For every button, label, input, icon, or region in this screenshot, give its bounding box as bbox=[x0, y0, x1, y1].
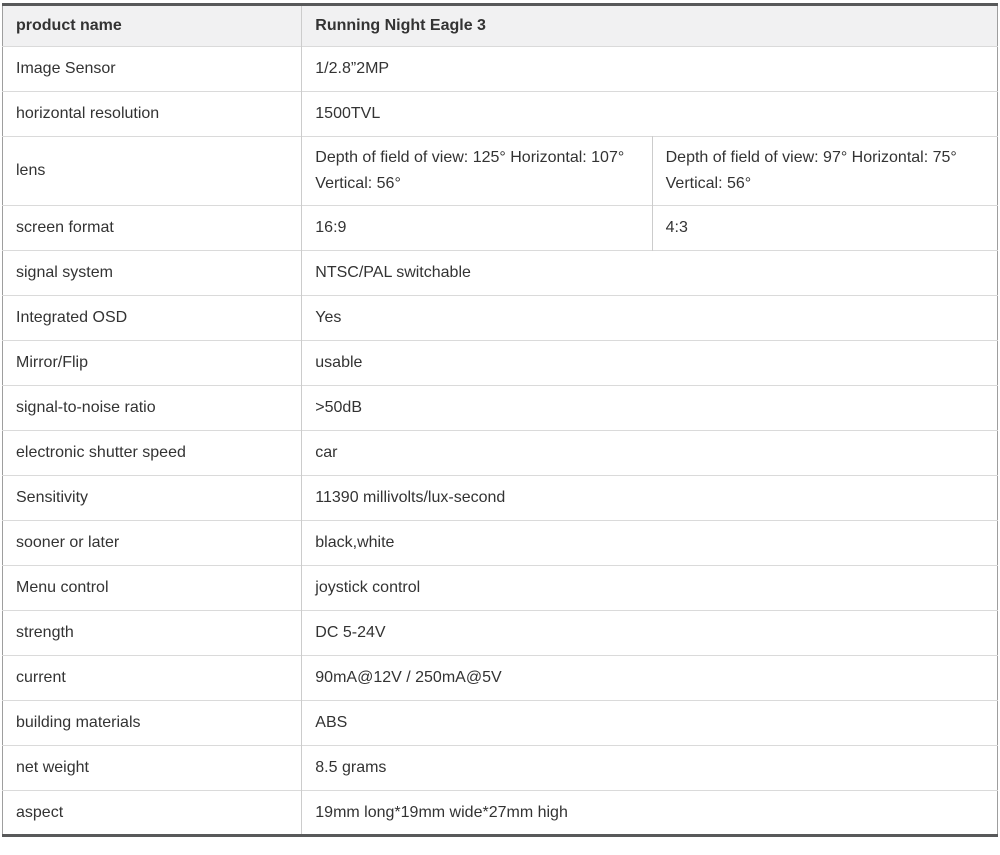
table-row bbox=[3, 296, 998, 341]
table-row bbox=[3, 656, 998, 701]
table-row bbox=[3, 476, 998, 521]
spec-label: aspect bbox=[3, 791, 302, 836]
spec-value: NTSC/PAL switchable bbox=[302, 251, 998, 296]
spec-value: usable bbox=[302, 341, 998, 386]
table-row bbox=[3, 386, 998, 431]
spec-value: >50dB bbox=[302, 386, 998, 431]
spec-label: Mirror/Flip bbox=[3, 341, 302, 386]
spec-value: ABS bbox=[302, 701, 998, 746]
spec-label: current bbox=[3, 656, 302, 701]
spec-label: signal-to-noise ratio bbox=[3, 386, 302, 431]
table-row bbox=[3, 431, 998, 476]
table-row bbox=[3, 251, 998, 296]
table-row bbox=[3, 701, 998, 746]
spec-label: strength bbox=[3, 611, 302, 656]
product-spec-table bbox=[2, 3, 998, 837]
table-row bbox=[3, 341, 998, 386]
spec-label: sooner or later bbox=[3, 521, 302, 566]
spec-value: Depth of field of view: 97° Horizontal: 75° Vertical: 56° bbox=[652, 137, 997, 206]
table-row bbox=[3, 206, 998, 251]
spec-value: Depth of field of view: 125° Horizontal: 107° Vertical: 56° bbox=[302, 137, 652, 206]
spec-value: 19mm long*19mm wide*27mm high bbox=[302, 791, 998, 836]
spec-value: joystick control bbox=[302, 566, 998, 611]
spec-value: 90mA@12V / 250mA@5V bbox=[302, 656, 998, 701]
spec-label: lens bbox=[3, 137, 302, 206]
spec-label: horizontal resolution bbox=[3, 92, 302, 137]
spec-label: signal system bbox=[3, 251, 302, 296]
spec-value: black,white bbox=[302, 521, 998, 566]
table-row bbox=[3, 521, 998, 566]
spec-value: DC 5-24V bbox=[302, 611, 998, 656]
spec-label: Menu control bbox=[3, 566, 302, 611]
spec-value: 11390 millivolts/lux-second bbox=[302, 476, 998, 521]
table-row bbox=[3, 566, 998, 611]
spec-value: 8.5 grams bbox=[302, 746, 998, 791]
spec-label: net weight bbox=[3, 746, 302, 791]
table-header-row bbox=[3, 5, 998, 47]
spec-label: Integrated OSD bbox=[3, 296, 302, 341]
spec-value: Yes bbox=[302, 296, 998, 341]
header-product-name: Running Night Eagle 3 bbox=[302, 5, 998, 47]
spec-label: Sensitivity bbox=[3, 476, 302, 521]
spec-value: 4:3 bbox=[652, 206, 997, 251]
spec-value: 1/2.8”2MP bbox=[302, 47, 998, 92]
table-row bbox=[3, 92, 998, 137]
table-row bbox=[3, 791, 998, 836]
table-row bbox=[3, 611, 998, 656]
spec-value: car bbox=[302, 431, 998, 476]
spec-label: building materials bbox=[3, 701, 302, 746]
table-row bbox=[3, 137, 998, 206]
spec-label: Image Sensor bbox=[3, 47, 302, 92]
spec-table-body bbox=[3, 47, 998, 836]
spec-value: 16:9 bbox=[302, 206, 652, 251]
table-row bbox=[3, 47, 998, 92]
header-label: product name bbox=[3, 5, 302, 47]
spec-label: screen format bbox=[3, 206, 302, 251]
spec-label: electronic shutter speed bbox=[3, 431, 302, 476]
table-row bbox=[3, 746, 998, 791]
spec-value: 1500TVL bbox=[302, 92, 998, 137]
